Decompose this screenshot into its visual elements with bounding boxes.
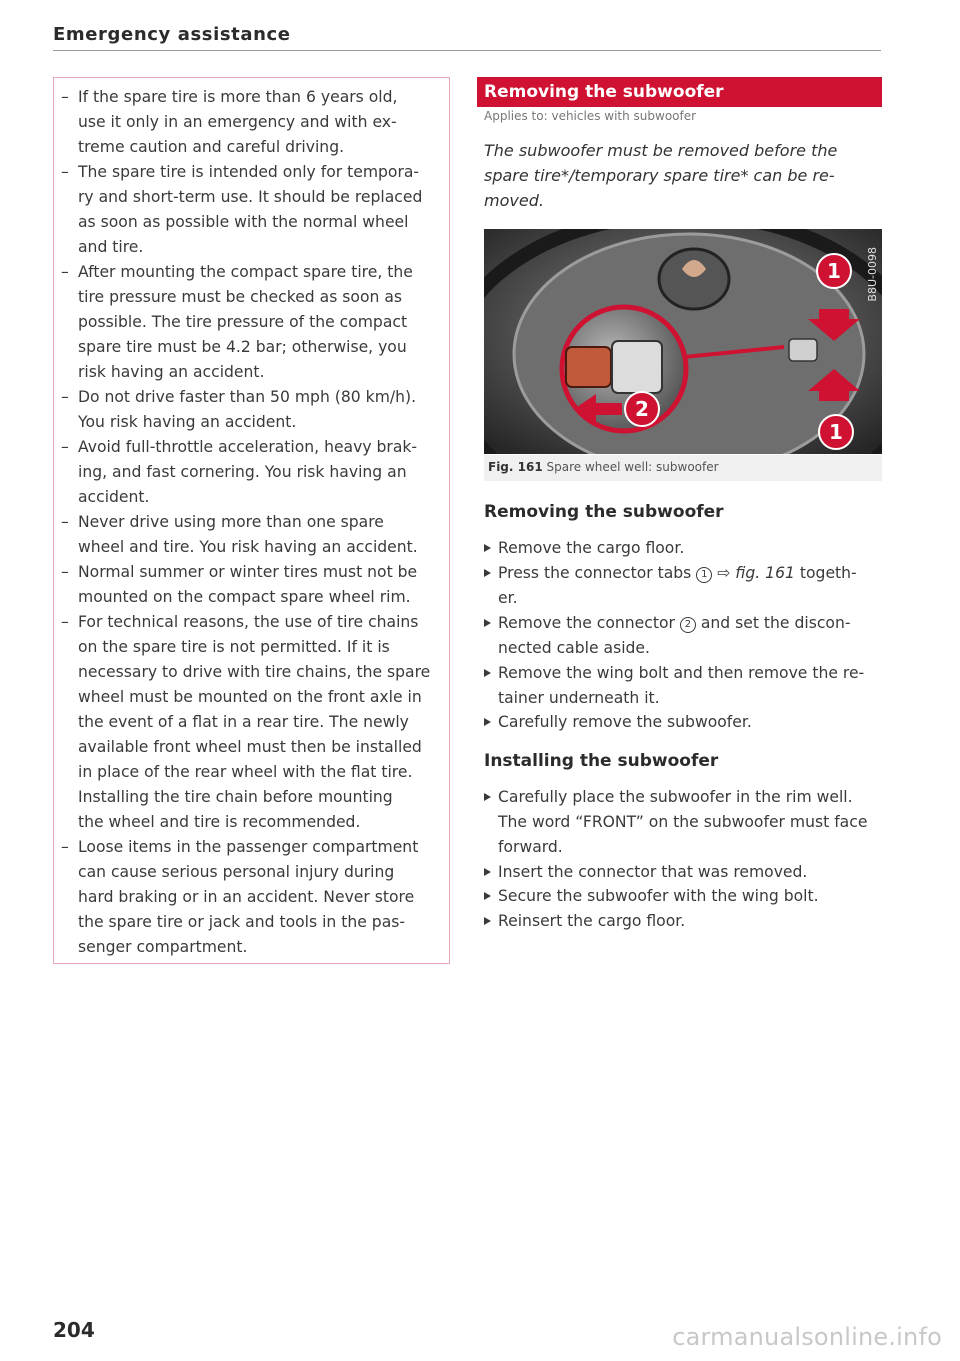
dash-bullet: – — [61, 513, 69, 531]
warning-line: possible. The tire pressure of the compact — [78, 313, 408, 331]
warning-item — [61, 385, 448, 435]
bullet-arrow-icon — [484, 868, 491, 876]
svg-text:2: 2 — [635, 397, 649, 421]
removing-step-1 — [498, 536, 883, 561]
warning-line: Avoid full-throttle acceleration, heavy brak- — [78, 438, 418, 456]
warning-line: The spare tire is intended only for tempora- — [78, 163, 420, 181]
dash-bullet: – — [61, 88, 69, 106]
figure-spare-wheel-well — [484, 229, 882, 454]
bullet-arrow-icon — [484, 793, 491, 801]
warning-line: wheel must be mounted on the front axle in — [78, 688, 422, 706]
svg-text:1: 1 — [827, 259, 841, 283]
warning-line: wheel and tire. You risk having an accident. — [78, 538, 418, 556]
warning-line: the wheel and tire is recommended. — [78, 813, 361, 831]
installing-step-3 — [498, 884, 883, 909]
step-text: Carefully place the subwoofer in the rim well. — [498, 788, 853, 806]
warning-line: You risk having an accident. — [78, 413, 297, 431]
step-text: and set the discon- — [700, 614, 851, 632]
warning-line: Installing the tire chain before mounting — [78, 788, 393, 806]
intro-line: The subwoofer must be removed before the — [484, 141, 838, 160]
warning-line: and tire. — [78, 238, 144, 256]
applies-to-note: Applies to: vehicles with subwoofer — [484, 109, 697, 123]
figure-caption-text: Spare wheel well: subwoofer — [546, 460, 719, 474]
warning-line: senger compartment. — [78, 938, 248, 956]
warning-line: the spare tire or jack and tools in the pas- — [78, 913, 405, 931]
bullet-arrow-icon — [484, 569, 491, 577]
bullet-arrow-icon — [484, 892, 491, 900]
warning-line: available front wheel must then be installed — [78, 738, 422, 756]
dash-bullet: – — [61, 838, 69, 856]
dash-bullet: – — [61, 613, 69, 631]
warning-line: accident. — [78, 488, 150, 506]
warning-line: as soon as possible with the normal wheel — [78, 213, 409, 231]
intro-line: spare tire*/temporary spare tire* can be re- — [484, 166, 835, 185]
installing-step-4 — [498, 909, 883, 934]
callout-1-bottom — [819, 415, 853, 449]
figure-code: B8U-0098 — [866, 247, 879, 302]
step-text: er. — [498, 589, 518, 607]
warning-line: can cause serious personal injury during — [78, 863, 395, 881]
warning-item — [61, 260, 448, 385]
warning-line: mounted on the compact spare wheel rim. — [78, 588, 411, 606]
svg-text:1: 1 — [829, 420, 843, 444]
removing-step-3 — [498, 611, 883, 661]
warning-line: risk having an accident. — [78, 363, 265, 381]
callout-2 — [625, 392, 659, 426]
intro-line: moved. — [484, 191, 544, 210]
warning-line: If the spare tire is more than 6 years old, — [78, 88, 398, 106]
warning-line: ry and short-term use. It should be replaced — [78, 188, 423, 206]
bullet-arrow-icon — [484, 669, 491, 677]
warning-line: the event of a flat in a rear tire. The newly — [78, 713, 409, 731]
removing-step-5 — [498, 710, 883, 735]
warning-line: hard braking or in an accident. Never store — [78, 888, 415, 906]
bullet-arrow-icon — [484, 544, 491, 552]
removing-heading: Removing the subwoofer — [484, 502, 724, 522]
figure-illustration — [484, 229, 882, 454]
callout-1-top — [817, 254, 851, 288]
warning-line: Loose items in the passenger compartment — [78, 838, 419, 856]
removing-step-4 — [498, 661, 883, 711]
warning-line: Do not drive faster than 50 mph (80 km/h). — [78, 388, 417, 406]
installing-step-2 — [498, 860, 883, 885]
dash-bullet: – — [61, 163, 69, 181]
warning-line: Normal summer or winter tires must not be — [78, 563, 418, 581]
warning-item — [61, 510, 448, 560]
step-text: Carefully remove the subwoofer. — [498, 713, 752, 731]
step-text: tainer underneath it. — [498, 689, 660, 707]
warning-item — [61, 610, 448, 835]
warning-item — [61, 160, 448, 260]
warning-line: treme caution and careful driving. — [78, 138, 345, 156]
figure-caption — [488, 460, 719, 474]
dash-bullet: – — [61, 263, 69, 281]
step-text: Insert the connector that was removed. — [498, 863, 808, 881]
warning-line: After mounting the compact spare tire, the — [78, 263, 413, 281]
installing-heading: Installing the subwoofer — [484, 751, 719, 771]
warning-box — [53, 77, 450, 964]
page-section-title: Emergency assistance — [53, 24, 291, 45]
step-text: togeth- — [799, 564, 857, 582]
warning-line: on the spare tire is not permitted. If it is — [78, 638, 390, 656]
warning-item — [61, 435, 448, 510]
bullet-arrow-icon — [484, 917, 491, 925]
step-text: Remove the connector — [498, 614, 675, 632]
step-text: nected cable aside. — [498, 639, 650, 657]
warning-item — [61, 560, 448, 610]
warning-item — [61, 835, 448, 960]
figure-caption-bar — [484, 455, 882, 481]
header-divider — [53, 50, 881, 51]
figure-reference-link[interactable]: ⇨ fig. 161 — [717, 564, 795, 582]
watermark: carmanualsonline.info — [672, 1323, 942, 1351]
removing-step-2 — [498, 561, 883, 611]
warning-line: in place of the rear wheel with the flat tire. — [78, 763, 413, 781]
figure-caption-label: Fig. 161 — [488, 460, 543, 474]
warning-line: use it only in an emergency and with ex- — [78, 113, 397, 131]
bullet-arrow-icon — [484, 619, 491, 627]
bullet-arrow-icon — [484, 718, 491, 726]
warning-line: spare tire must be 4.2 bar; otherwise, you — [78, 338, 407, 356]
callout-1-inline: 1 — [696, 567, 712, 583]
step-text: Reinsert the cargo floor. — [498, 912, 686, 930]
page-number: 204 — [53, 1318, 95, 1342]
step-text: Press the connector tabs — [498, 564, 692, 582]
warning-line: ing, and fast cornering. You risk having an — [78, 463, 407, 481]
installing-step-1 — [498, 785, 883, 860]
step-text: forward. — [498, 838, 563, 856]
intro-paragraph — [484, 138, 874, 213]
dash-bullet: – — [61, 438, 69, 456]
step-text: Remove the wing bolt and then remove the re- — [498, 664, 865, 682]
warning-line: necessary to drive with tire chains, the spare — [78, 663, 431, 681]
step-text: Remove the cargo floor. — [498, 539, 685, 557]
warning-item — [61, 85, 448, 160]
warning-line: tire pressure must be checked as soon as — [78, 288, 403, 306]
step-text: Secure the subwoofer with the wing bolt. — [498, 887, 819, 905]
warning-line: Never drive using more than one spare — [78, 513, 384, 531]
callout-2-inline: 2 — [680, 617, 696, 633]
dash-bullet: – — [61, 563, 69, 581]
dash-bullet: – — [61, 388, 69, 406]
step-text: The word “FRONT” on the subwoofer must face — [498, 813, 868, 831]
section-banner: Removing the subwoofer — [477, 77, 882, 107]
warning-line: For technical reasons, the use of tire chains — [78, 613, 419, 631]
